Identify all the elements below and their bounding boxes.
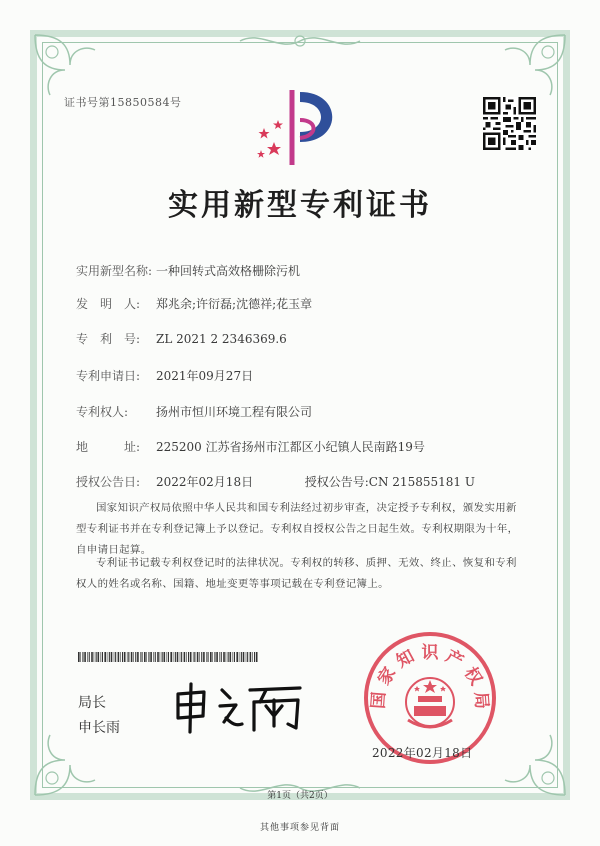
certificate-number: 证书号第15850584号 (64, 96, 182, 109)
field-patent-number (76, 330, 287, 347)
legal-status-paragraph: 专利证书记载专利权登记时的法律状况。专利权的转移、质押、无效、终止、恢复和专利权人的姓名或名称、国籍、地址变更等事项记载在专利登记簿上。 (76, 557, 517, 590)
grant-date-value: 2022年02月18日 (156, 475, 254, 489)
field-label: 专利申请日: (76, 369, 141, 383)
top-ornament-icon (230, 28, 370, 54)
signature-icon (170, 680, 310, 735)
page-number: 第1页（共2页） (267, 791, 333, 801)
field-label: 专 利 号: (76, 332, 141, 346)
barcode-icon (78, 652, 258, 662)
corner-ornament-icon (500, 30, 570, 100)
seal-text: 国 家 知 识 产 权 局 (368, 643, 492, 710)
field-utility-model-name (76, 262, 300, 279)
field-label: 授权公告日: (76, 475, 141, 489)
grant-number-value: CN 215855181 U (368, 475, 475, 489)
field-address (76, 438, 425, 455)
field-label: 发 明 人: (76, 297, 141, 311)
corner-ornament-icon (30, 30, 100, 100)
field-value: 225200 江苏省扬州市江都区小纪镇人民南路19号 (156, 440, 425, 454)
certificate-title: 实用新型专利证书 (168, 188, 432, 223)
footer-note: 其他事项参见背面 (259, 823, 340, 833)
chief-name: 申长雨 (78, 720, 120, 736)
field-value: 扬州市恒川环境工程有限公司 (156, 405, 313, 419)
seal-date: 2022年02月18日 (372, 746, 473, 760)
field-patentee (76, 403, 312, 420)
field-inventors (76, 295, 312, 312)
field-value: 郑兆余;许衍磊;沈德祥;花玉章 (156, 297, 313, 311)
grant-number-label: 授权公告号: (304, 475, 369, 489)
field-label: 地 址: (76, 440, 141, 454)
field-label: 实用新型名称: (76, 264, 153, 278)
field-value: ZL 2021 2 2346369.6 (156, 332, 287, 346)
chief-title: 局长 (78, 695, 106, 711)
field-application-date (76, 367, 253, 384)
field-value: 2021年09月27日 (156, 369, 254, 383)
field-value: 一种回转式高效格栅除污机 (156, 264, 301, 278)
field-grant-date-row (76, 473, 475, 490)
grant-statement-paragraph: 国家知识产权局依照中华人民共和国专利法经过初步审查，决定授予专利权，颁发实用新型专利证书并在专利登记簿上予以登记。专利权自授权公告之日起生效。专利权期限为十年，自申请日起算。 (76, 502, 519, 556)
cnipa-logo-icon (248, 80, 348, 172)
field-label: 专利权人: (76, 405, 129, 419)
qr-code-icon (483, 97, 536, 150)
